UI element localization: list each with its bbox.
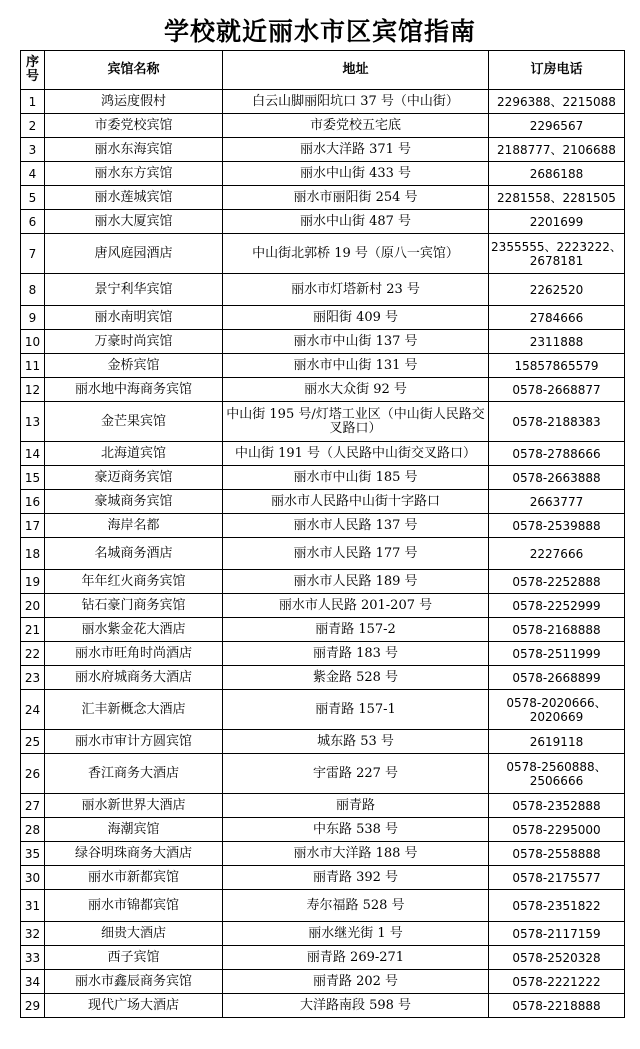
booking-phone: 2619118 bbox=[489, 730, 625, 754]
row-number: 14 bbox=[21, 442, 45, 466]
row-number: 6 bbox=[21, 210, 45, 234]
table-header-row bbox=[21, 51, 625, 90]
table-row bbox=[21, 818, 625, 842]
hotel-name: 北海道宾馆 bbox=[45, 442, 223, 466]
table-row bbox=[21, 114, 625, 138]
table-row bbox=[21, 210, 625, 234]
table-row bbox=[21, 90, 625, 114]
row-number: 28 bbox=[21, 818, 45, 842]
table-row bbox=[21, 842, 625, 866]
table-row bbox=[21, 402, 625, 442]
hotel-name: 西子宾馆 bbox=[45, 946, 223, 970]
booking-phone: 0578-2175577 bbox=[489, 866, 625, 890]
hotel-name: 豪城商务宾馆 bbox=[45, 490, 223, 514]
hotel-name: 金桥宾馆 bbox=[45, 354, 223, 378]
table-row bbox=[21, 690, 625, 730]
booking-phone: 0578-2539888 bbox=[489, 514, 625, 538]
table-row bbox=[21, 162, 625, 186]
hotel-address: 城东路 53 号 bbox=[223, 730, 489, 754]
booking-phone: 0578-2788666 bbox=[489, 442, 625, 466]
hotel-address: 丽水市人民路 137 号 bbox=[223, 514, 489, 538]
booking-phone: 2686188 bbox=[489, 162, 625, 186]
hotel-address: 丽水大众街 92 号 bbox=[223, 378, 489, 402]
row-number: 7 bbox=[21, 234, 45, 274]
hotel-address: 白云山脚丽阳坑口 37 号（中山街） bbox=[223, 90, 489, 114]
hotel-table bbox=[20, 50, 625, 1018]
table-row bbox=[21, 970, 625, 994]
hotel-address: 丽青路 183 号 bbox=[223, 642, 489, 666]
booking-phone: 0578-2168888 bbox=[489, 618, 625, 642]
table-row bbox=[21, 330, 625, 354]
booking-phone: 0578-2668899 bbox=[489, 666, 625, 690]
booking-phone: 0578-2511999 bbox=[489, 642, 625, 666]
row-number: 29 bbox=[21, 994, 45, 1018]
hotel-address: 中山街 195 号/灯塔工业区（中山街人民路交叉路口） bbox=[223, 402, 489, 442]
hotel-name: 丽水东方宾馆 bbox=[45, 162, 223, 186]
row-number: 22 bbox=[21, 642, 45, 666]
table-row bbox=[21, 538, 625, 570]
hotel-name: 现代广场大酒店 bbox=[45, 994, 223, 1018]
hotel-name: 丽水市旺角时尚酒店 bbox=[45, 642, 223, 666]
header-address: 地址 bbox=[223, 51, 489, 90]
hotel-name: 鸿运度假村 bbox=[45, 90, 223, 114]
row-number: 16 bbox=[21, 490, 45, 514]
header-phone: 订房电话 bbox=[489, 51, 625, 90]
hotel-name: 丽水市锦都宾馆 bbox=[45, 890, 223, 922]
table-row bbox=[21, 642, 625, 666]
booking-phone: 2262520 bbox=[489, 274, 625, 306]
hotel-address: 丽水市丽阳街 254 号 bbox=[223, 186, 489, 210]
hotel-name: 细贵大酒店 bbox=[45, 922, 223, 946]
booking-phone: 0578-2252888 bbox=[489, 570, 625, 594]
table-row bbox=[21, 234, 625, 274]
hotel-address: 中山街 191 号（人民路中山街交叉路口） bbox=[223, 442, 489, 466]
booking-phone: 0578-2188383 bbox=[489, 402, 625, 442]
hotel-address: 丽青路 392 号 bbox=[223, 866, 489, 890]
hotel-name: 唐风庭园酒店 bbox=[45, 234, 223, 274]
hotel-address: 丽水市中山街 137 号 bbox=[223, 330, 489, 354]
table-row bbox=[21, 274, 625, 306]
row-number: 19 bbox=[21, 570, 45, 594]
table-row bbox=[21, 490, 625, 514]
row-number: 13 bbox=[21, 402, 45, 442]
hotel-address: 紫金路 528 号 bbox=[223, 666, 489, 690]
table-row bbox=[21, 466, 625, 490]
booking-phone: 0578-2558888 bbox=[489, 842, 625, 866]
booking-phone: 0578-2295000 bbox=[489, 818, 625, 842]
hotel-name: 丽水莲城宾馆 bbox=[45, 186, 223, 210]
row-number: 15 bbox=[21, 466, 45, 490]
hotel-address: 中山街北郭桥 19 号（原八一宾馆） bbox=[223, 234, 489, 274]
booking-phone: 2281558、2281505 bbox=[489, 186, 625, 210]
hotel-name: 钻石豪门商务宾馆 bbox=[45, 594, 223, 618]
hotel-address: 丽水继光街 1 号 bbox=[223, 922, 489, 946]
booking-phone: 2227666 bbox=[489, 538, 625, 570]
table-row bbox=[21, 794, 625, 818]
table-row bbox=[21, 186, 625, 210]
hotel-address: 丽水市中山街 185 号 bbox=[223, 466, 489, 490]
row-number: 27 bbox=[21, 794, 45, 818]
booking-phone: 0578-2252999 bbox=[489, 594, 625, 618]
hotel-address: 丽青路 bbox=[223, 794, 489, 818]
booking-phone: 0578-2352888 bbox=[489, 794, 625, 818]
table-row bbox=[21, 922, 625, 946]
hotel-address: 丽水大洋路 371 号 bbox=[223, 138, 489, 162]
hotel-name: 丽水地中海商务宾馆 bbox=[45, 378, 223, 402]
hotel-address: 丽水市人民路 189 号 bbox=[223, 570, 489, 594]
hotel-address: 丽水中山街 433 号 bbox=[223, 162, 489, 186]
row-number: 30 bbox=[21, 866, 45, 890]
hotel-name: 海岸名都 bbox=[45, 514, 223, 538]
booking-phone: 0578-2668877 bbox=[489, 378, 625, 402]
hotel-address: 丽水市灯塔新村 23 号 bbox=[223, 274, 489, 306]
hotel-name: 丽水市新都宾馆 bbox=[45, 866, 223, 890]
booking-phone: 0578-2218888 bbox=[489, 994, 625, 1018]
table-row bbox=[21, 994, 625, 1018]
hotel-address: 宇雷路 227 号 bbox=[223, 754, 489, 794]
hotel-name: 年年红火商务宾馆 bbox=[45, 570, 223, 594]
hotel-address: 市委党校五宅底 bbox=[223, 114, 489, 138]
row-number: 2 bbox=[21, 114, 45, 138]
hotel-name: 绿谷明珠商务大酒店 bbox=[45, 842, 223, 866]
hotel-name: 香江商务大酒店 bbox=[45, 754, 223, 794]
table-row bbox=[21, 666, 625, 690]
row-number: 17 bbox=[21, 514, 45, 538]
table-row bbox=[21, 594, 625, 618]
row-number: 31 bbox=[21, 890, 45, 922]
booking-phone: 0578-2520328 bbox=[489, 946, 625, 970]
booking-phone: 2188777、2106688 bbox=[489, 138, 625, 162]
hotel-name: 丽水南明宾馆 bbox=[45, 306, 223, 330]
row-number: 24 bbox=[21, 690, 45, 730]
hotel-name: 汇丰新概念大酒店 bbox=[45, 690, 223, 730]
table-row bbox=[21, 866, 625, 890]
row-number: 11 bbox=[21, 354, 45, 378]
hotel-address: 丽青路 157-1 bbox=[223, 690, 489, 730]
hotel-address: 丽水市人民路 201-207 号 bbox=[223, 594, 489, 618]
table-row bbox=[21, 378, 625, 402]
booking-phone: 15857865579 bbox=[489, 354, 625, 378]
table-row bbox=[21, 754, 625, 794]
row-number: 5 bbox=[21, 186, 45, 210]
hotel-address: 寿尔福路 528 号 bbox=[223, 890, 489, 922]
table-row bbox=[21, 946, 625, 970]
row-number: 9 bbox=[21, 306, 45, 330]
header-name: 宾馆名称 bbox=[45, 51, 223, 90]
hotel-address: 丽水市人民路中山街十字路口 bbox=[223, 490, 489, 514]
hotel-name: 丽水市鑫辰商务宾馆 bbox=[45, 970, 223, 994]
hotel-name: 丽水东海宾馆 bbox=[45, 138, 223, 162]
booking-phone: 0578-2560888、2506666 bbox=[489, 754, 625, 794]
booking-phone: 0578-2020666、2020669 bbox=[489, 690, 625, 730]
hotel-name: 丽水大厦宾馆 bbox=[45, 210, 223, 234]
hotel-address: 丽水市人民路 177 号 bbox=[223, 538, 489, 570]
hotel-address: 丽青路 202 号 bbox=[223, 970, 489, 994]
hotel-name: 名城商务酒店 bbox=[45, 538, 223, 570]
table-row bbox=[21, 570, 625, 594]
row-number: 21 bbox=[21, 618, 45, 642]
hotel-name: 万豪时尚宾馆 bbox=[45, 330, 223, 354]
hotel-address: 大洋路南段 598 号 bbox=[223, 994, 489, 1018]
page-title: 学校就近丽水市区宾馆指南 bbox=[163, 17, 476, 46]
table-row bbox=[21, 514, 625, 538]
row-number: 18 bbox=[21, 538, 45, 570]
row-number: 25 bbox=[21, 730, 45, 754]
row-number: 33 bbox=[21, 946, 45, 970]
row-number: 23 bbox=[21, 666, 45, 690]
hotel-name: 丽水市审计方圆宾馆 bbox=[45, 730, 223, 754]
row-number: 3 bbox=[21, 138, 45, 162]
booking-phone: 2201699 bbox=[489, 210, 625, 234]
table-row bbox=[21, 138, 625, 162]
row-number: 4 bbox=[21, 162, 45, 186]
row-number: 10 bbox=[21, 330, 45, 354]
booking-phone: 0578-2663888 bbox=[489, 466, 625, 490]
booking-phone: 0578-2221222 bbox=[489, 970, 625, 994]
booking-phone: 2296567 bbox=[489, 114, 625, 138]
booking-phone: 2296388、2215088 bbox=[489, 90, 625, 114]
hotel-name: 海潮宾馆 bbox=[45, 818, 223, 842]
table-row bbox=[21, 306, 625, 330]
hotel-name: 豪迈商务宾馆 bbox=[45, 466, 223, 490]
hotel-name: 丽水府城商务大酒店 bbox=[45, 666, 223, 690]
hotel-name: 丽水紫金花大酒店 bbox=[45, 618, 223, 642]
table-row bbox=[21, 890, 625, 922]
row-number: 12 bbox=[21, 378, 45, 402]
row-number: 34 bbox=[21, 970, 45, 994]
hotel-address: 丽水市中山街 131 号 bbox=[223, 354, 489, 378]
row-number: 1 bbox=[21, 90, 45, 114]
table-row bbox=[21, 354, 625, 378]
hotel-address: 丽青路 157-2 bbox=[223, 618, 489, 642]
hotel-address: 丽水中山街 487 号 bbox=[223, 210, 489, 234]
row-number: 20 bbox=[21, 594, 45, 618]
row-number: 35 bbox=[21, 842, 45, 866]
booking-phone: 2784666 bbox=[489, 306, 625, 330]
hotel-name: 金芒果宾馆 bbox=[45, 402, 223, 442]
hotel-name: 丽水新世界大酒店 bbox=[45, 794, 223, 818]
row-number: 8 bbox=[21, 274, 45, 306]
booking-phone: 2663777 bbox=[489, 490, 625, 514]
row-number: 32 bbox=[21, 922, 45, 946]
header-seq: 序号 bbox=[21, 51, 45, 90]
booking-phone: 2311888 bbox=[489, 330, 625, 354]
row-number: 26 bbox=[21, 754, 45, 794]
booking-phone: 2355555、2223222、2678181 bbox=[489, 234, 625, 274]
hotel-address: 丽水市大洋路 188 号 bbox=[223, 842, 489, 866]
hotel-address: 丽阳街 409 号 bbox=[223, 306, 489, 330]
table-row bbox=[21, 730, 625, 754]
booking-phone: 0578-2351822 bbox=[489, 890, 625, 922]
hotel-name: 市委党校宾馆 bbox=[45, 114, 223, 138]
booking-phone: 0578-2117159 bbox=[489, 922, 625, 946]
hotel-address: 丽青路 269-271 bbox=[223, 946, 489, 970]
hotel-address: 中东路 538 号 bbox=[223, 818, 489, 842]
table-row bbox=[21, 618, 625, 642]
table-row bbox=[21, 442, 625, 466]
hotel-name: 景宁利华宾馆 bbox=[45, 274, 223, 306]
